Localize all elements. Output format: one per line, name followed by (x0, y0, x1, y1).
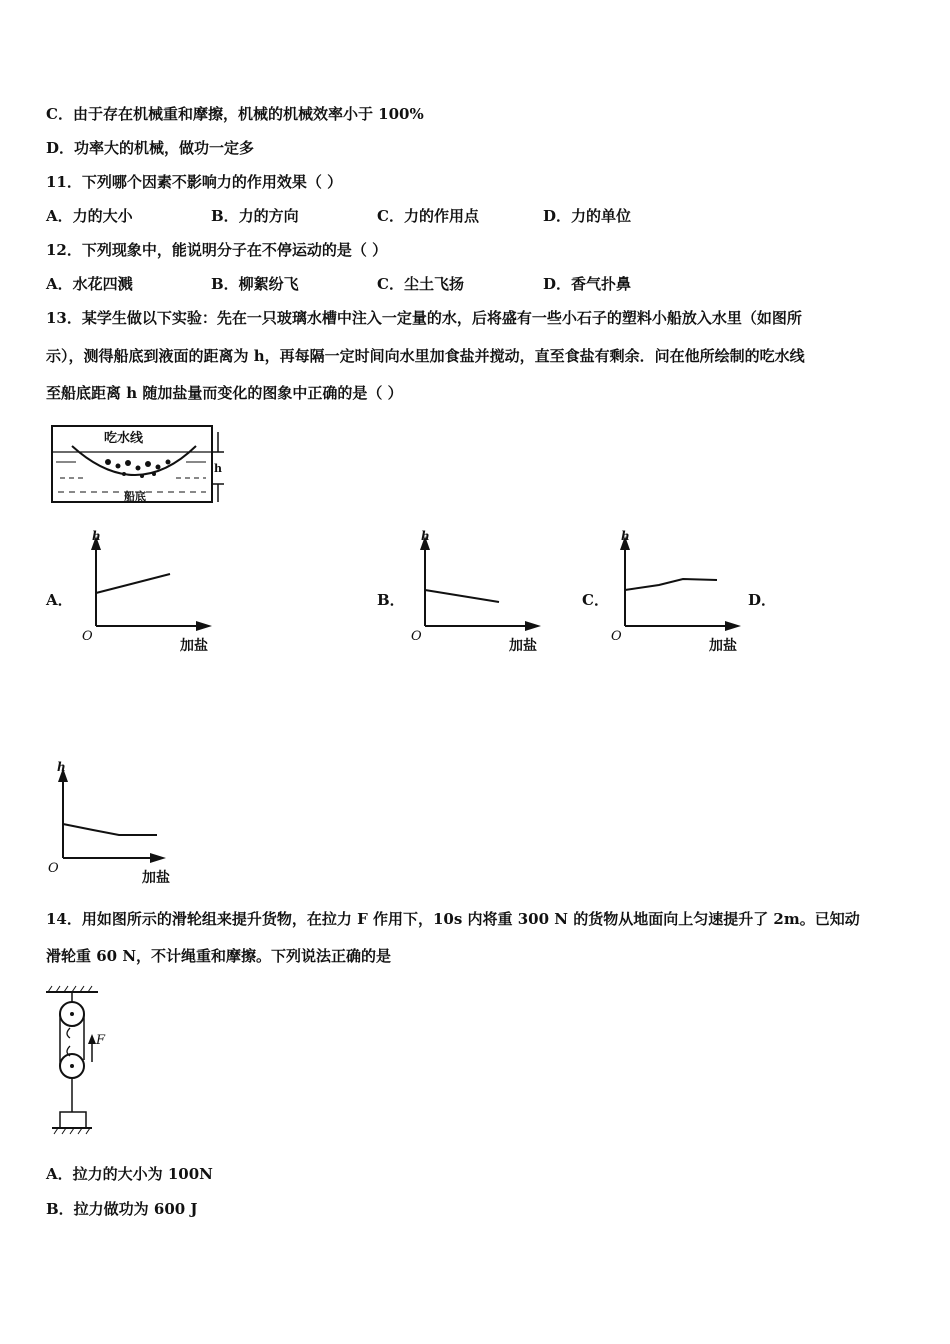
q12-option-b: B．柳絮纷飞 (211, 275, 299, 293)
q13-stem-line2: 示），测得船底到液面的距离为 h，再每隔一定时间向水里加食盐并搅动，直至食盐有剩余．问在他所绘制的吃水线 (46, 347, 805, 365)
graph-c-label: C． (582, 591, 609, 609)
q13-boat-figure (46, 422, 232, 506)
graph-a (78, 526, 228, 658)
q12-option-a: A．水花四溅 (46, 275, 133, 293)
q11-option-d: D．力的单位 (543, 207, 632, 225)
q12-stem: 12．下列现象中，能说明分子在不停运动的是（ ） (46, 241, 388, 259)
graph-c-x-label: 加盐 (709, 638, 737, 654)
graph-c-origin-label: O (611, 629, 622, 644)
graph-c (607, 526, 757, 658)
graph-d-y-label: h (57, 760, 66, 774)
q10-option-d: D．功率大的机械，做功一定多 (46, 139, 255, 157)
graph-a-origin-label: O (82, 629, 93, 644)
q14-stem-line1: 14．用如图所示的滑轮组来提升货物，在拉力 F 作用下，10s 内将重 300 N 的货物从地面向上匀速提升了 2m。已知动 (46, 910, 860, 928)
q11-option-c: C．力的作用点 (377, 207, 479, 225)
q13-stem-line3: 至船底距离 h 随加盐量而变化的图象中正确的是（ ） (46, 384, 403, 402)
graph-a-y-label: h (92, 529, 101, 543)
force-label: F (96, 1033, 106, 1048)
q13-stem-line1: 13．某学生做以下实验：先在一只玻璃水槽中注入一定量的水，后将盛有一些小石子的塑料小船放入水里（如图所 (46, 309, 802, 327)
q12-option-c: C．尘土飞扬 (377, 275, 464, 293)
graph-b (407, 526, 557, 658)
q11-option-a: A．力的大小 (46, 207, 133, 225)
graph-b-x-label: 加盐 (509, 638, 537, 654)
graph-a-x-label: 加盐 (180, 638, 208, 654)
graph-b-curve (425, 590, 499, 602)
q14-pulley-figure (40, 984, 120, 1138)
h-label: h (214, 462, 222, 475)
graph-d (45, 758, 195, 890)
graph-c-curve (625, 579, 717, 590)
graph-b-label: B． (377, 591, 405, 609)
q12-option-d: D．香气扑鼻 (543, 275, 632, 293)
graph-d-x-label: 加盐 (142, 870, 170, 886)
q14-option-a: A．拉力的大小为 100N (46, 1165, 213, 1183)
graph-b-origin-label: O (411, 629, 422, 644)
graph-d-label: D． (748, 591, 777, 609)
q11-option-b: B．力的方向 (211, 207, 299, 225)
q11-stem: 11．下列哪个因素不影响力的作用效果（ ） (46, 173, 343, 191)
graph-a-curve (96, 574, 170, 593)
q14-stem-line2: 滑轮重 60 N，不计绳重和摩擦。下列说法正确的是 (46, 947, 392, 965)
boat-bottom-label: 船底 (124, 490, 146, 503)
graph-d-curve (63, 824, 157, 835)
graph-d-origin-label: O (48, 861, 59, 876)
graph-c-y-label: h (621, 529, 630, 543)
q10-option-c: C．由于存在机械重和摩擦，机械的机械效率小于 100% (46, 105, 424, 123)
waterline-label: 吃水线 (104, 431, 144, 446)
q14-option-b: B．拉力做功为 600 J (46, 1200, 198, 1218)
graph-b-y-label: h (421, 529, 430, 543)
graph-a-label: A． (46, 591, 73, 609)
